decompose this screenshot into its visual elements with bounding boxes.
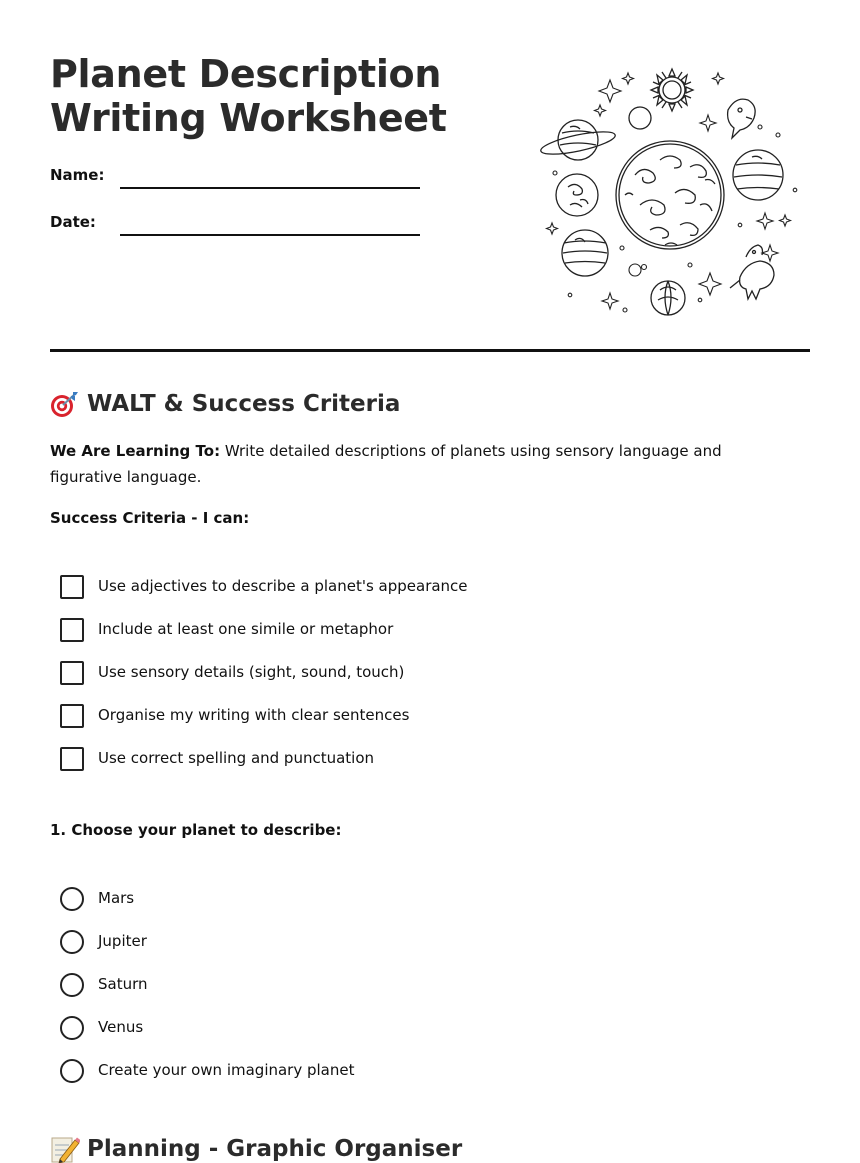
criteria-item[interactable] — [60, 660, 468, 703]
sun-icon — [651, 69, 693, 111]
criteria-label: Use correct spelling and punctuation — [98, 749, 375, 767]
title-line-2: Writing Worksheet — [50, 96, 447, 140]
worksheet-title — [50, 52, 447, 140]
planet-radio[interactable] — [60, 887, 84, 911]
solar-system-illustration — [540, 55, 810, 320]
title-line-1: Planet Description — [50, 52, 442, 96]
walt-heading-text: WALT & Success Criteria — [87, 391, 401, 417]
date-label: Date: — [50, 213, 96, 231]
planet-radio[interactable] — [60, 973, 84, 997]
worksheet-page — [50, 0, 810, 1162]
planet-radio[interactable] — [60, 1016, 84, 1040]
planet-option-label: Venus — [98, 1018, 144, 1036]
planet-option-label: Jupiter — [98, 932, 147, 950]
criteria-checkbox[interactable] — [60, 747, 84, 771]
banded-planet-icon — [733, 150, 783, 200]
small-moon-icon — [629, 107, 651, 129]
walt-heading — [50, 390, 400, 418]
onion-planet-icon — [651, 281, 685, 315]
dinosaur-creature-icon — [730, 245, 774, 299]
question-1-label: 1. Choose your planet to describe: — [50, 821, 342, 839]
planet-option[interactable] — [60, 1015, 355, 1058]
planning-heading — [50, 1135, 462, 1163]
criteria-checkbox[interactable] — [60, 575, 84, 599]
planning-heading-text: Planning - Graphic Organiser — [87, 1136, 463, 1162]
success-criteria-list — [60, 574, 468, 789]
criteria-checkbox[interactable] — [60, 618, 84, 642]
criteria-item[interactable] — [60, 617, 468, 660]
planet-option-label: Create your own imaginary planet — [98, 1061, 355, 1079]
name-input-line[interactable] — [120, 187, 420, 189]
planet-option[interactable] — [60, 972, 355, 1015]
walt-body: Write detailed descriptions of planets using sensory language and figurative language. — [50, 442, 722, 486]
name-field — [50, 160, 420, 190]
worksheet-header — [50, 0, 810, 350]
success-criteria-label: Success Criteria - I can: — [50, 509, 250, 527]
criteria-label: Organise my writing with clear sentences — [98, 706, 410, 724]
planet-radio[interactable] — [60, 1059, 84, 1083]
criteria-checkbox[interactable] — [60, 704, 84, 728]
walt-prefix: We Are Learning To: — [50, 442, 221, 460]
ringed-planet-icon — [540, 120, 617, 160]
criteria-label: Include at least one simile or metaphor — [98, 620, 394, 638]
swirl-planet-icon — [556, 174, 598, 216]
central-planet-icon — [616, 141, 724, 249]
planet-option[interactable] — [60, 1058, 355, 1101]
planet-option[interactable] — [60, 929, 355, 972]
name-label: Name: — [50, 166, 105, 184]
dart-target-icon — [50, 390, 80, 418]
criteria-item[interactable] — [60, 703, 468, 746]
memo-pencil-icon — [50, 1135, 80, 1163]
planet-radio[interactable] — [60, 930, 84, 954]
criteria-item[interactable] — [60, 746, 468, 789]
criteria-checkbox[interactable] — [60, 661, 84, 685]
header-divider — [50, 349, 810, 352]
criteria-label: Use adjectives to describe a planet's appearance — [98, 577, 468, 595]
criteria-item[interactable] — [60, 574, 468, 617]
planet-choice-list — [60, 886, 355, 1101]
criteria-label: Use sensory details (sight, sound, touch) — [98, 663, 405, 681]
date-input-line[interactable] — [120, 234, 420, 236]
walt-statement — [50, 438, 790, 490]
striped-planet-icon — [562, 230, 608, 276]
planet-option[interactable] — [60, 886, 355, 929]
planet-option-label: Mars — [98, 889, 135, 907]
alien-creature-icon — [728, 99, 756, 138]
date-field — [50, 207, 420, 237]
planet-option-label: Saturn — [98, 975, 148, 993]
